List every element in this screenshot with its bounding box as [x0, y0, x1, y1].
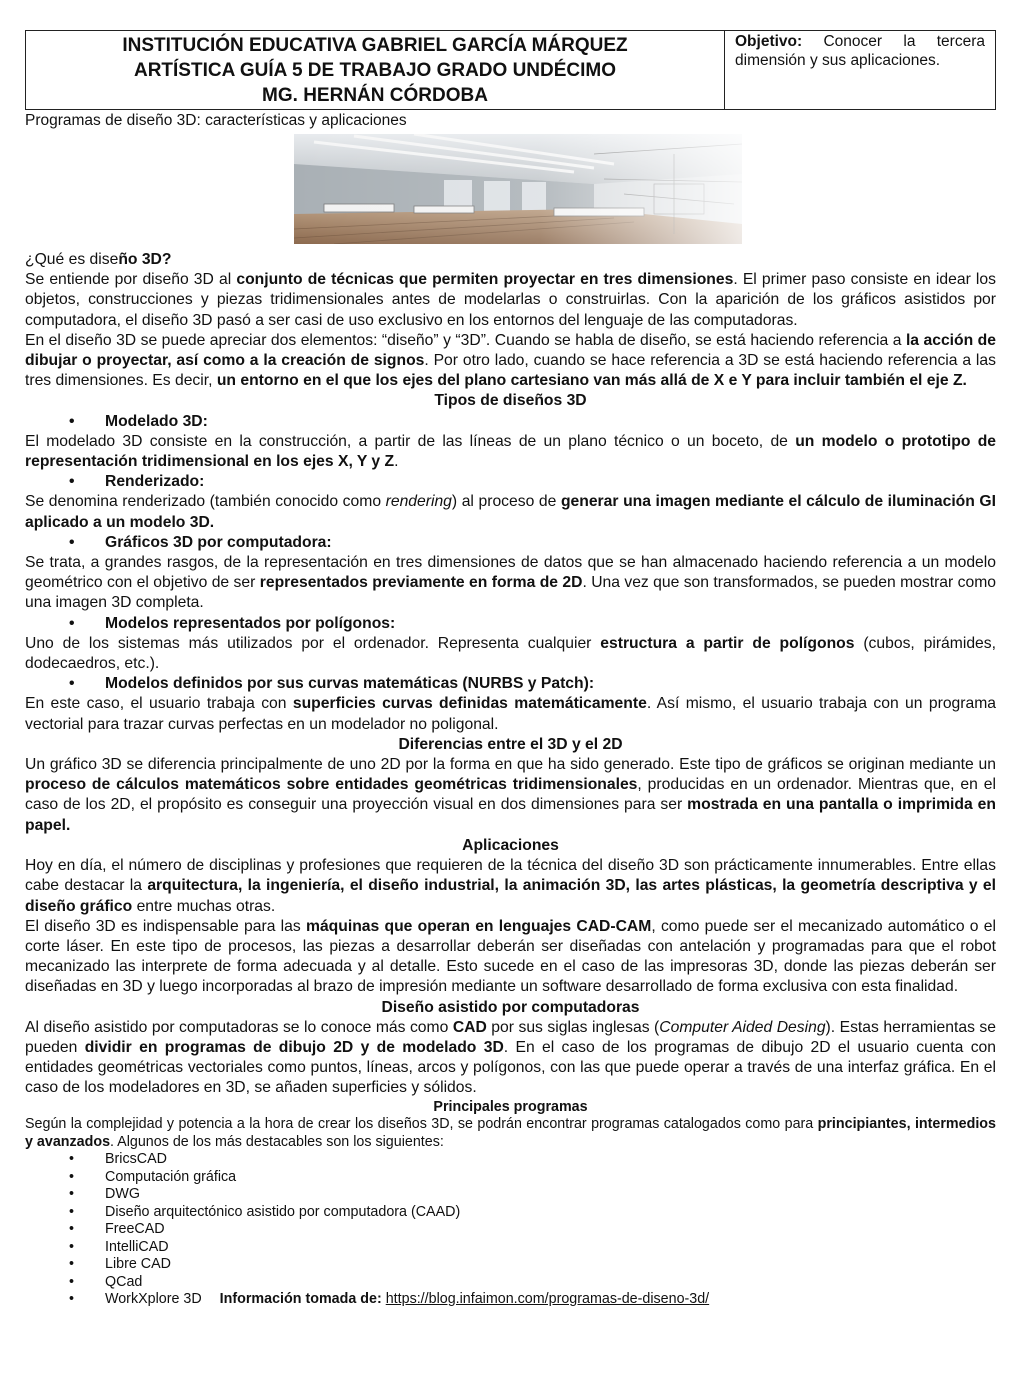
bullet-dot: • — [69, 1256, 75, 1273]
paragraph-modelado — [25, 432, 996, 472]
text: Se denomina renderizado (también conocido como — [25, 493, 386, 511]
text: (cubos, pirámides, dodecaedros, etc.). — [25, 634, 996, 673]
text: ). Estas herramientas se pueden — [25, 1018, 996, 1056]
header-title — [26, 31, 725, 109]
program-name: Computación gráfica — [105, 1168, 237, 1185]
objective-label: Objetivo: — [735, 33, 803, 50]
bullet-poligonos — [25, 614, 996, 634]
program-name: IntelliCAD — [105, 1238, 169, 1255]
paragraph-elements — [25, 331, 996, 392]
text: Al diseño asistido por computadoras se lo conoce más como — [25, 1018, 453, 1036]
program-name: QCad — [105, 1273, 143, 1290]
text: Según la complejidad y potencia a la hora de crear los diseños 3D, se podrán encontrar programas catalogados como para — [25, 1116, 818, 1133]
bullet-dot: • — [69, 1221, 75, 1238]
list-item — [25, 1274, 996, 1292]
text: Uno de los sistemas más utilizados por el ordenador. Representa cualquier — [25, 634, 601, 652]
paragraph-applications-2 — [25, 917, 996, 998]
question-bold: ño 3D? — [118, 251, 172, 268]
text-bold: mostrada en una pantalla o imprimida en papel. — [25, 796, 996, 834]
text: . — [394, 453, 399, 471]
heading-applications: Aplicaciones — [462, 836, 559, 854]
program-name: Diseño arquitectónico asistido por computadora (CAAD) — [105, 1203, 461, 1220]
list-item — [25, 1151, 996, 1169]
text: . En el caso de los programas de dibujo 2D el usuario cuenta con entidades geométricas vectoriales como puntos, líneas, arcos y polígonos, con las que puede operar a través de una interfaz gráfica. En el caso de los modeladores en 3D, se añaden superficies y sólidos. — [25, 1038, 996, 1097]
text-bold: principiantes, intermedios y avanzados — [25, 1116, 996, 1150]
text-bold: proceso de cálculos matemáticos sobre entidades geométricas tridimensionales — [25, 776, 638, 794]
list-item — [25, 1169, 996, 1187]
text: . El primer paso consiste en idear los objetos, construcciones y piezas tridimensionales antes de modelarlas o construirlas. Con la aparición de los gráficos asistidos por computadora, el diseño 3D pasó a ser casi de uso exclusivo en los entornos del lenguaje de las computadoras. — [25, 271, 996, 329]
document-body — [25, 250, 996, 1099]
paragraph-poligonos — [25, 634, 996, 674]
paragraph-differences — [25, 755, 996, 836]
institution-name: INSTITUCIÓN EDUCATIVA GABRIEL GARCÍA MÁRQUEZ — [122, 35, 628, 56]
list-item — [25, 1256, 996, 1274]
bullet-dot: • — [69, 473, 75, 491]
program-name: DWG — [105, 1186, 140, 1203]
bullet-dot: • — [69, 1238, 75, 1255]
bullet-heading: Gráficos 3D por computadora: — [105, 533, 332, 551]
list-item — [25, 1291, 996, 1309]
paragraph-nurbs — [25, 694, 996, 734]
text: En el diseño 3D se puede apreciar dos elementos: “diseño” y “3D”. Cuando se habla de diseño, se está haciendo referencia a — [25, 331, 906, 349]
text-bold: máquinas que operan en lenguajes CAD-CAM — [306, 917, 652, 935]
text: entre muchas otras. — [132, 897, 276, 915]
bullet-dot: • — [69, 1168, 75, 1185]
list-item — [25, 1204, 996, 1222]
source-label: Información tomada de: — [219, 1291, 382, 1308]
text: ) al proceso de — [451, 493, 561, 511]
bullet-nurbs — [25, 674, 996, 694]
bullet-modelado — [25, 412, 996, 432]
text: El diseño 3D es indispensable para las — [25, 917, 306, 935]
bullet-dot: • — [69, 1186, 75, 1203]
paragraph-renderizado — [25, 492, 996, 532]
bullet-heading: Modelos definidos por sus curvas matemáticas (NURBS y Patch): — [105, 675, 595, 693]
text-bold: arquitectura, la ingeniería, el diseño industrial, la animación 3D, las artes plásticas, la geometría descriptiva y el diseño gráfico — [25, 877, 996, 915]
objective-text: Conocer la tercera dimensión y sus aplicaciones. — [735, 33, 985, 69]
question-prefix: ¿Qué es dise — [25, 251, 119, 268]
bullet-dot: • — [69, 1203, 75, 1220]
heading-programs: Principales programas — [433, 1098, 588, 1115]
source-link[interactable]: https://blog.infaimon.com/programas-de-diseno-3d/ — [385, 1291, 710, 1308]
programs-list — [25, 1151, 996, 1309]
teacher-name: MG. HERNÁN CÓRDOBA — [262, 85, 488, 106]
program-name: FreeCAD — [105, 1221, 165, 1238]
text-bold: la acción de dibujar o proyectar, así como a la creación de signos — [25, 331, 996, 370]
program-name: WorkXplore 3D — [105, 1291, 202, 1308]
text-bold: conjunto de técnicas que permiten proyectar en tres dimensiones — [236, 271, 734, 289]
text-bold: un modelo o prototipo de representación tridimensional en los ejes X, Y y Z — [25, 432, 996, 471]
list-item — [25, 1239, 996, 1257]
bullet-renderizado — [25, 472, 996, 492]
text: . Por otro lado, cuando se hace referencia a 3D se está haciendo referencia a las tres dimensiones. Es decir, — [25, 352, 996, 390]
program-name: BricsCAD — [105, 1151, 167, 1168]
heading-types: Tipos de diseños 3D — [434, 392, 587, 410]
text-bold: un entorno en el que los ejes del plano cartesiano van más allá de X e Y para incluir también el eje Z. — [216, 372, 967, 390]
text-bold: dividir en programas de dibujo 2D y de modelado 3D — [84, 1038, 504, 1056]
text-bold: superficies curvas definidas matemáticamente — [292, 695, 647, 713]
text: Un gráfico 3D se diferencia principalmente de uno 2D por la forma en que ha sido generado. Este tipo de gráficos se originan mediante un — [25, 756, 996, 774]
text: Hoy en día, el número de disciplinas y profesiones que requieren de la técnica del diseño 3D son prácticamente innumerables. Entre ellas cabe destacar la — [25, 857, 996, 895]
bullet-dot: • — [69, 1151, 75, 1168]
bullet-heading: Modelos representados por polígonos: — [105, 614, 396, 632]
text: El modelado 3D consiste en la construcción, a partir de las líneas de un plano técnico o un boceto, de — [25, 432, 796, 450]
text: , como puede ser el mecanizado automático o el corte láser. En este tipo de procesos, las piezas a desarrollar deberán ser diseñadas con antelación y programadas para que el robot mecanizado las interprete de forma adecuada y al detalle. Esto sucede en el caso de las impresoras 3D, donde las piezas deberán ser diseñadas en 3D y luego incorporadas al brazo de impresión mediante un software desarrollado de forma exclusiva con esta finalidad. — [25, 917, 996, 996]
objective-cell — [725, 31, 995, 109]
document-subtitle: Programas de diseño 3D: características y aplicaciones — [25, 112, 407, 129]
bullet-dot: • — [69, 1273, 75, 1290]
text-bold: representados previamente en forma de 2D — [259, 574, 583, 592]
bullet-dot: • — [69, 675, 75, 693]
text-italic: rendering — [385, 493, 452, 511]
bullet-heading: Modelado 3D: — [105, 412, 208, 430]
text-bold: generar una imagen mediante el cálculo de iluminación GI aplicado a un modelo 3D. — [25, 493, 996, 531]
text: En este caso, el usuario trabaja con — [25, 695, 293, 713]
paragraph-definition — [25, 270, 996, 331]
header-table — [25, 30, 996, 110]
heading-cad: Diseño asistido por computadoras — [381, 998, 640, 1016]
text: Se trata, a grandes rasgos, de la representación en tres dimensiones de datos que se han almacenado haciendo referencia a un modelo geométrico con el objetivo de ser — [25, 554, 996, 592]
paragraph-graficos — [25, 553, 996, 614]
text: . Así mismo, el usuario trabaja con un programa vectorial para trazar curvas perfectas en un modelador no poligonal. — [25, 695, 997, 733]
guide-title: ARTÍSTICA GUÍA 5 DE TRABAJO GRADO UNDÉCIMO — [133, 60, 617, 81]
bullet-dot: • — [69, 533, 75, 551]
text: Se entiende por diseño 3D al — [25, 271, 237, 289]
office-interior-image — [294, 134, 742, 244]
paragraph-programs — [25, 1116, 996, 1151]
section-question — [25, 250, 996, 270]
programs-section — [25, 1099, 996, 1152]
text: . Algunos de los más destacables son los siguientes: — [110, 1133, 444, 1150]
paragraph-cad — [25, 1018, 996, 1099]
bullet-dot: • — [69, 614, 75, 632]
bullet-graficos — [25, 533, 996, 553]
bullet-dot: • — [69, 1291, 75, 1308]
text-bold: CAD — [452, 1018, 487, 1036]
list-item — [25, 1221, 996, 1239]
bullet-dot: • — [69, 412, 75, 430]
text-italic: Computer Aided Desing — [659, 1018, 826, 1036]
heading-differences: Diferencias entre el 3D y el 2D — [398, 735, 623, 753]
paragraph-applications-1 — [25, 856, 996, 917]
bullet-heading: Renderizado: — [105, 473, 205, 491]
list-item — [25, 1186, 996, 1204]
text-bold: estructura a partir de polígonos — [600, 634, 855, 652]
program-name: Libre CAD — [105, 1256, 171, 1273]
text: por sus siglas inglesas ( — [486, 1018, 660, 1036]
text: . Una vez que son transformados, se pueden mostrar como una imagen 3D completa. — [25, 574, 996, 612]
text: , producidas en un ordenador. Mientras que, en el caso de los 2D, el propósito es conseguir una proyección visual en dos dimensiones para ser — [25, 776, 997, 814]
office-interior-illustration — [294, 134, 742, 244]
